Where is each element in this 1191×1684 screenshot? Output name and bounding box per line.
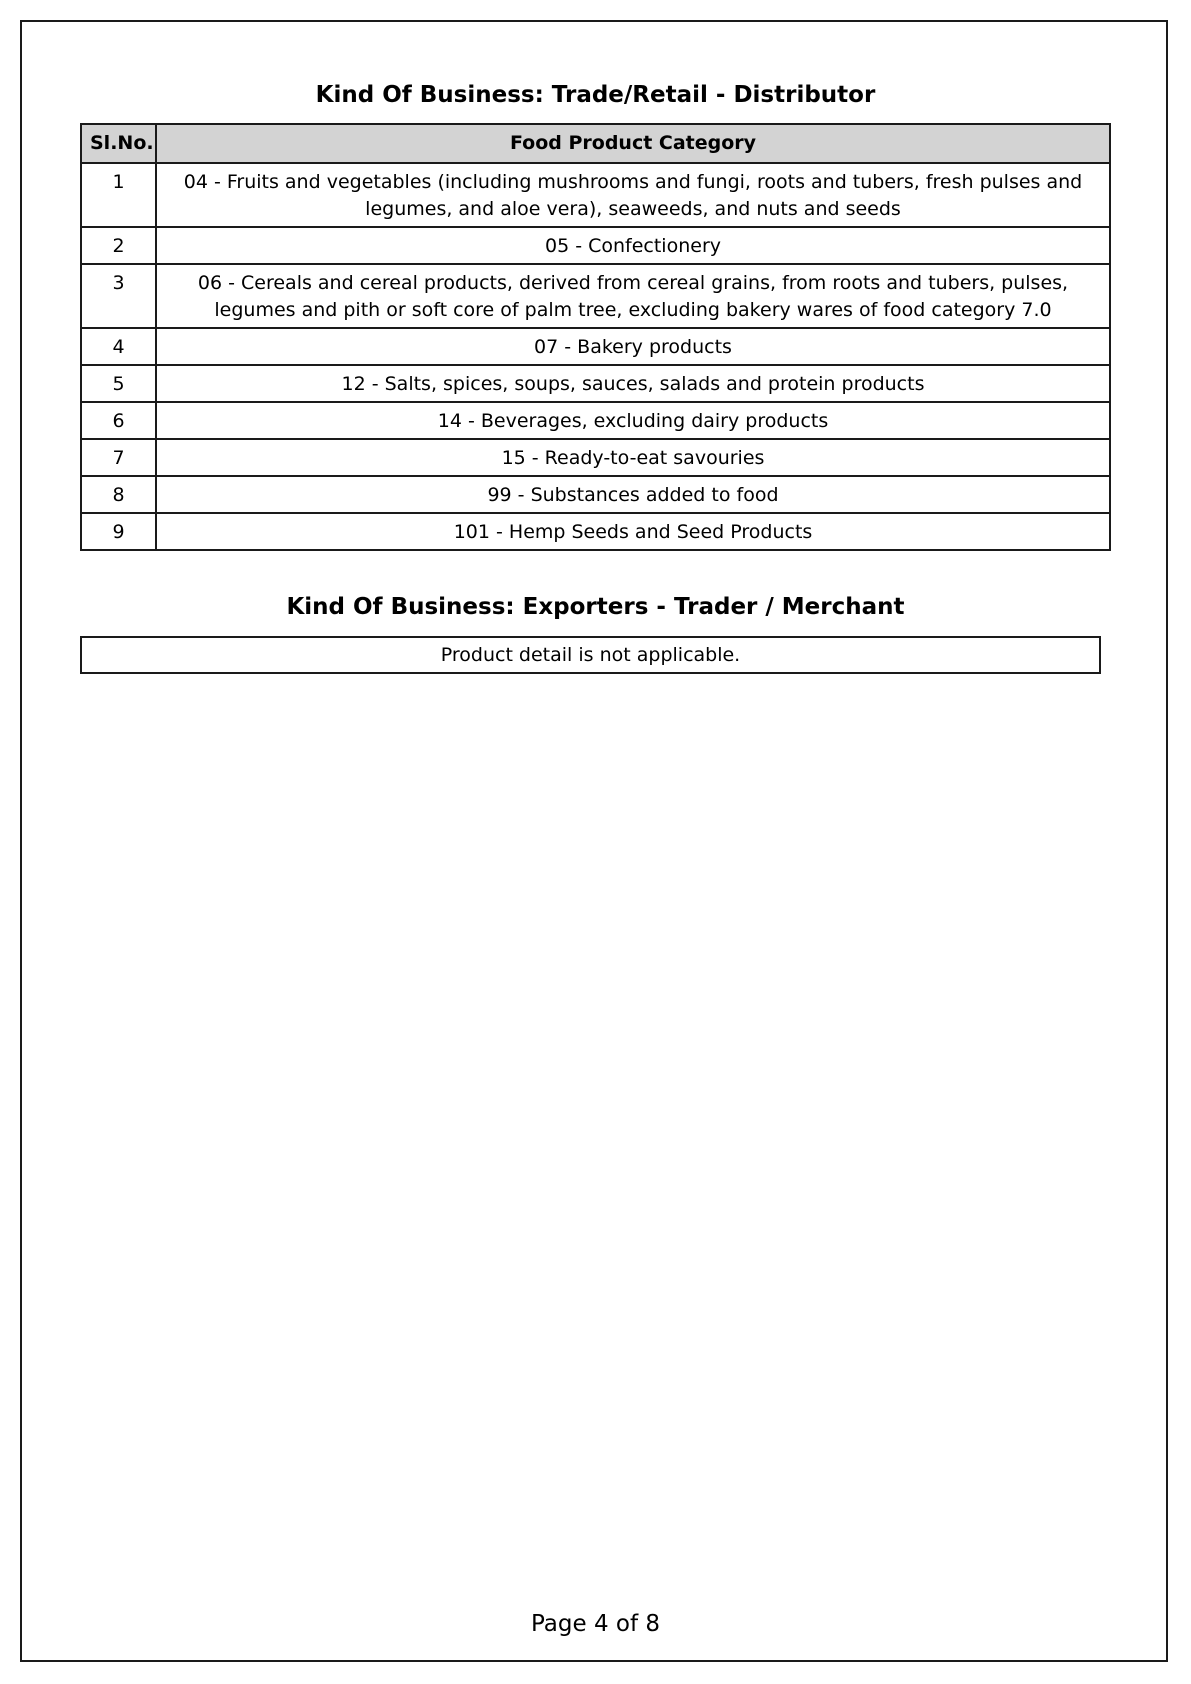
table-row [81,365,1110,402]
row-food-product-category: 12 - Salts, spices, soups, sauces, salads and protein products [156,365,1110,402]
table-row [81,264,1110,328]
row-food-product-category: 99 - Substances added to food [156,476,1110,513]
row-food-product-category: 15 - Ready-to-eat savouries [156,439,1110,476]
row-slno: 6 [81,402,156,439]
column-header-slno: Sl.No. [81,124,156,163]
table-row [81,328,1110,365]
row-food-product-category: 04 - Fruits and vegetables (including mushrooms and fungi, roots and tubers, fresh pulses and legumes, and aloe vera), seaweeds, and nuts and seeds [156,163,1110,227]
row-food-product-category: 06 - Cereals and cereal products, derived from cereal grains, from roots and tubers, pulses, legumes and pith or soft core of palm tree, excluding bakery wares of food category 7.0 [156,264,1110,328]
table-row [81,513,1110,550]
table-body [81,163,1110,550]
section-title-trade-retail: Kind Of Business: Trade/Retail - Distributor [315,82,876,108]
row-slno: 8 [81,476,156,513]
row-slno: 9 [81,513,156,550]
row-slno: 5 [81,365,156,402]
not-applicable-note: Product detail is not applicable. [80,636,1101,674]
table-row [81,476,1110,513]
row-slno: 1 [81,163,156,227]
row-food-product-category: 101 - Hemp Seeds and Seed Products [156,513,1110,550]
table-row [81,402,1110,439]
table-row [81,163,1110,227]
row-food-product-category: 14 - Beverages, excluding dairy products [156,402,1110,439]
table-row [81,227,1110,264]
table-row [81,439,1110,476]
row-slno: 4 [81,328,156,365]
row-slno: 2 [81,227,156,264]
row-slno: 3 [81,264,156,328]
row-slno: 7 [81,439,156,476]
page-number: Page 4 of 8 [530,1611,661,1637]
column-header-food-product-category: Food Product Category [156,124,1110,163]
table-header-row [81,124,1110,163]
section-title-exporters: Kind Of Business: Exporters - Trader / Merchant [286,594,905,620]
food-product-table [80,123,1111,551]
row-food-product-category: 07 - Bakery products [156,328,1110,365]
row-food-product-category: 05 - Confectionery [156,227,1110,264]
